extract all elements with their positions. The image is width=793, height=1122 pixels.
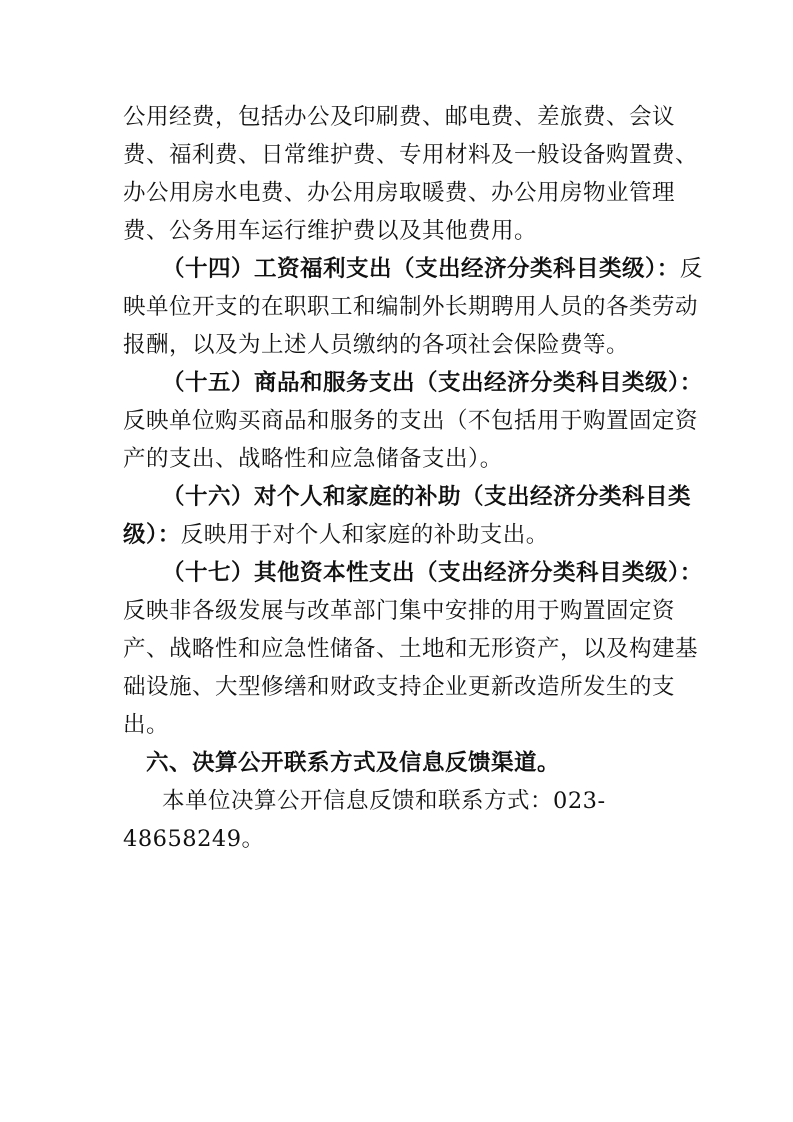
item-14-text: 反 [679,256,703,282]
item-14-line: 映单位开支的在职职工和编制外长期聘用人员的各类劳动 [123,294,699,320]
item-17-line: 反映非各级发展与改革部门集中安排的用于购置固定资 [123,598,676,624]
item-17-line: 产、战略性和应急性储备、土地和无形资产，以及构建基 [123,636,699,662]
item-14-heading: （十四）工资福利支出（支出经济分类科目类级）： [162,256,680,282]
item-15-heading: （十五）商品和服务支出（支出经济分类科目类级）： [162,370,703,396]
paragraph-line: 办公用房水电费、办公用房取暖费、办公用房物业管理 [123,180,676,206]
paragraph-line: 费、公务用车运行维护费以及其他费用。 [123,218,538,244]
contact-phone: 48658249。 [123,826,265,852]
item-15-line: 产的支出、战略性和应急储备支出）。 [123,446,503,472]
item-16-line [123,520,549,550]
item-15-line: 反映单位购买商品和服务的支出（不包括用于购置固定资 [123,408,699,434]
paragraph-line: 公用经费，包括办公及印刷费、邮电费、差旅费、会议 [123,104,676,130]
item-16-text: 反映用于对个人和家庭的补助支出。 [180,522,549,548]
item-16-heading: （十六）对个人和家庭的补助（支出经济分类科目类 [162,484,692,510]
item-14-line: 报酬，以及为上述人员缴纳的各项社会保险费等。 [123,332,630,358]
contact-line: 本单位决算公开信息反馈和联系方式：023- [162,788,606,814]
item-17-line: 础设施、大型修缮和财政支持企业更新改造所发生的支 [123,674,676,700]
item-16-heading-end: 级）： [123,522,181,548]
item-14-line [162,254,703,284]
item-17-line: 出。 [123,712,170,738]
section-6-heading: 六、决算公开联系方式及信息反馈渠道。 [146,750,561,776]
item-17-heading: （十七）其他资本性支出（支出经济分类科目类级）： [162,560,703,586]
paragraph-line: 费、福利费、日常维护费、专用材料及一般设备购置费、 [123,142,699,168]
